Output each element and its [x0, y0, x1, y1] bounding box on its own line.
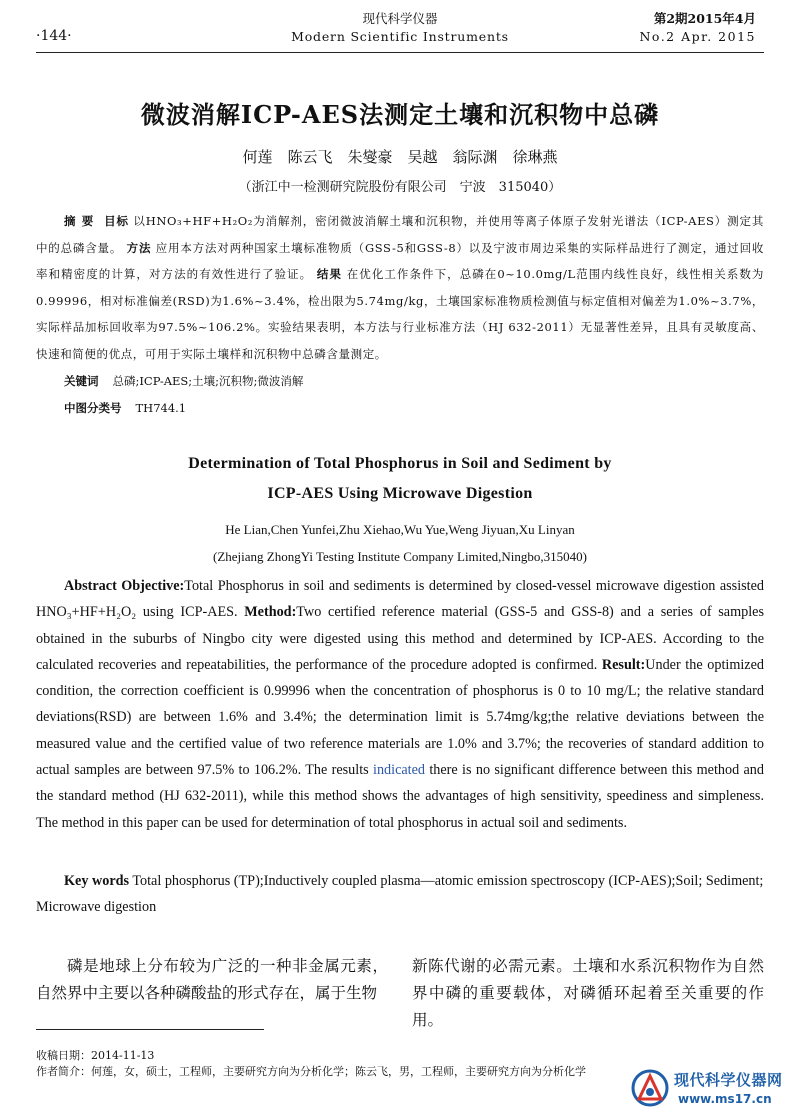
- abstract-en-result-label: Result:: [601, 656, 646, 673]
- abstract-en-objective: Total Phosphorus in soil and sediments is determined by closed-vessel microwave digestion assisted HNO₃+HF+H₂O₂ using ICP-AES.: [36, 578, 764, 621]
- body-column-right: 新陈代谢的必需元素。土壤和水系沉积物作为自然界中磷的重要载体，对磷循环起着至关重要的作用。: [412, 957, 764, 1029]
- keywords-en-label: Key words: [64, 873, 130, 889]
- result-text: 在优化工作条件下，总磷在0~10.0mg/L范围内线性良好，线性相关系数为0.99996，相对标准偏差(RSD)为1.6%~3.4%，检出限为5.74mg/kg，土壤国家标准物质检测值与标定值相对偏差为1.0%~3.7%，实际样品加标回收率为97.5%~106.2%。实验结果表明，本方法与行业标准方法（HJ 632-2011）无显著性差异，且具有灵敏度高、快速和简便的优点，可用于实际土壤样和沉积物中总磷含量测定。: [36, 267, 764, 361]
- clc-label: 中图分类号: [64, 401, 122, 415]
- article-title-en-line2: ICP-AES Using Microwave Digestion: [267, 485, 533, 502]
- issue-date-en: No.2 Apr. 2015: [639, 29, 756, 44]
- authors-cn: 何莲 陈云飞 朱燮豪 吴越 翁际渊 徐琳燕: [242, 148, 558, 166]
- abstract-en-method: Two certified reference material (GSS-5 and GSS-8) and a series of samples obtained in the suburbs of Ningbo city were digested using this method and determined by ICP-AES. According to the calculated recoveries and repeatabilities, the performance of the procedure adopted is confirmed.: [36, 604, 764, 673]
- journal-name-cn: 现代科学仪器: [362, 11, 438, 26]
- footnote-author-info: 作者简介：何莲，女，硕士，工程师，主要研究方向为分析化学；陈云飞，男，工程师，主要研究方向为分析化学: [36, 1065, 586, 1078]
- abstract-en-label: Abstract Objective:: [64, 578, 185, 594]
- body-column-left: 磷是地球上分布较为广泛的一种非金属元素，自然界中主要以各种磷酸盐的形式存在，属于生物: [36, 957, 388, 1002]
- keywords-cn-label: 关键词: [64, 374, 99, 388]
- clc-number: [64, 400, 186, 416]
- keywords-cn: [64, 373, 303, 389]
- footnote-rule: [36, 1029, 264, 1030]
- keywords-en: [36, 868, 764, 920]
- objective-label: 目标: [104, 214, 129, 228]
- journal-name-en: Modern Scientific Instruments: [291, 29, 509, 44]
- site-logo-icon: [630, 1068, 670, 1108]
- article-title-cn: 微波消解ICP-AES法测定土壤和沉积物中总磷: [140, 100, 660, 129]
- watermark-site-name: 现代科学仪器网: [674, 1071, 783, 1089]
- header-rule: [36, 52, 764, 53]
- authors-en: He Lian,Chen Yunfei,Zhu Xiehao,Wu Yue,Weng Jiyuan,Xu Linyan: [225, 522, 575, 537]
- method-label: 方法: [126, 240, 152, 255]
- abstract-en-conclusion: there is no significant difference between this method and the standard method (HJ 632-2011), while this method shows the advantages of high sensitivity, speediness and simpleness. The method in this paper can be used for determination of total phosphorus in actual soil and sediments.: [36, 762, 764, 831]
- affiliation-en: (Zhejiang ZhongYi Testing Institute Company Limited,Ningbo,315040): [212, 549, 587, 564]
- clc-text: TH744.1: [135, 401, 187, 415]
- abstract-en: [36, 573, 764, 836]
- abstract-cn-label: 摘要: [64, 214, 100, 228]
- abstract-en-result: Under the optimized condition, the correction coefficient is 0.99996 when the concentration of phosphorus is 0 to 10 mg/L; the relative standard deviations(RSD) are between 1.6% and 3.4%; the determination limit is 5.74mg/kg;the relative deviations between the measured value and the certified value of two reference materials are 1.0% and 3.7%; the recoveries of standard addition to actual samples are between 97.5% to 106.2%. The results: [36, 656, 764, 779]
- abstract-en-method-label: Method:: [244, 604, 297, 621]
- article-title-en-line1: Determination of Total Phosphorus in Soil and Sediment by: [188, 455, 612, 472]
- objective-text: 以HNO₃+HF+H₂O₂为消解剂，密闭微波消解土壤和沉积物，并使用等离子体原子发射光谱法（ICP-AES）测定其中的总磷含量。: [36, 214, 765, 255]
- method-text: 应用本方法对两种国家土壤标准物质（GSS-5和GSS-8）以及宁波市周边采集的实际样品进行了测定，通过回收率和精密度的计算，对方法的有效性进行了验证。: [36, 240, 764, 281]
- page-number: ·144·: [36, 28, 72, 44]
- highlighted-word-link[interactable]: indicated: [373, 762, 426, 779]
- affiliation-cn: （浙江中一检测研究院股份有限公司 宁波 315040）: [238, 180, 562, 195]
- footnote-received-date: 收稿日期：2014-11-13: [36, 1049, 155, 1062]
- abstract-cn: [36, 208, 764, 367]
- issue-date-cn: 第2期2015年4月: [653, 11, 756, 26]
- keywords-cn-text: 总磷;ICP-AES;土壤;沉积物;微波消解: [112, 374, 304, 388]
- site-watermark: [630, 1066, 795, 1112]
- keywords-en-text: Total phosphorus (TP);Inductively coupled plasma—atomic emission spectroscopy (ICP-AES);Soil; Sediment; Microwave digestion: [36, 873, 764, 915]
- result-label: 结果: [316, 267, 342, 281]
- watermark-url[interactable]: www.ms17.cn: [678, 1092, 772, 1106]
